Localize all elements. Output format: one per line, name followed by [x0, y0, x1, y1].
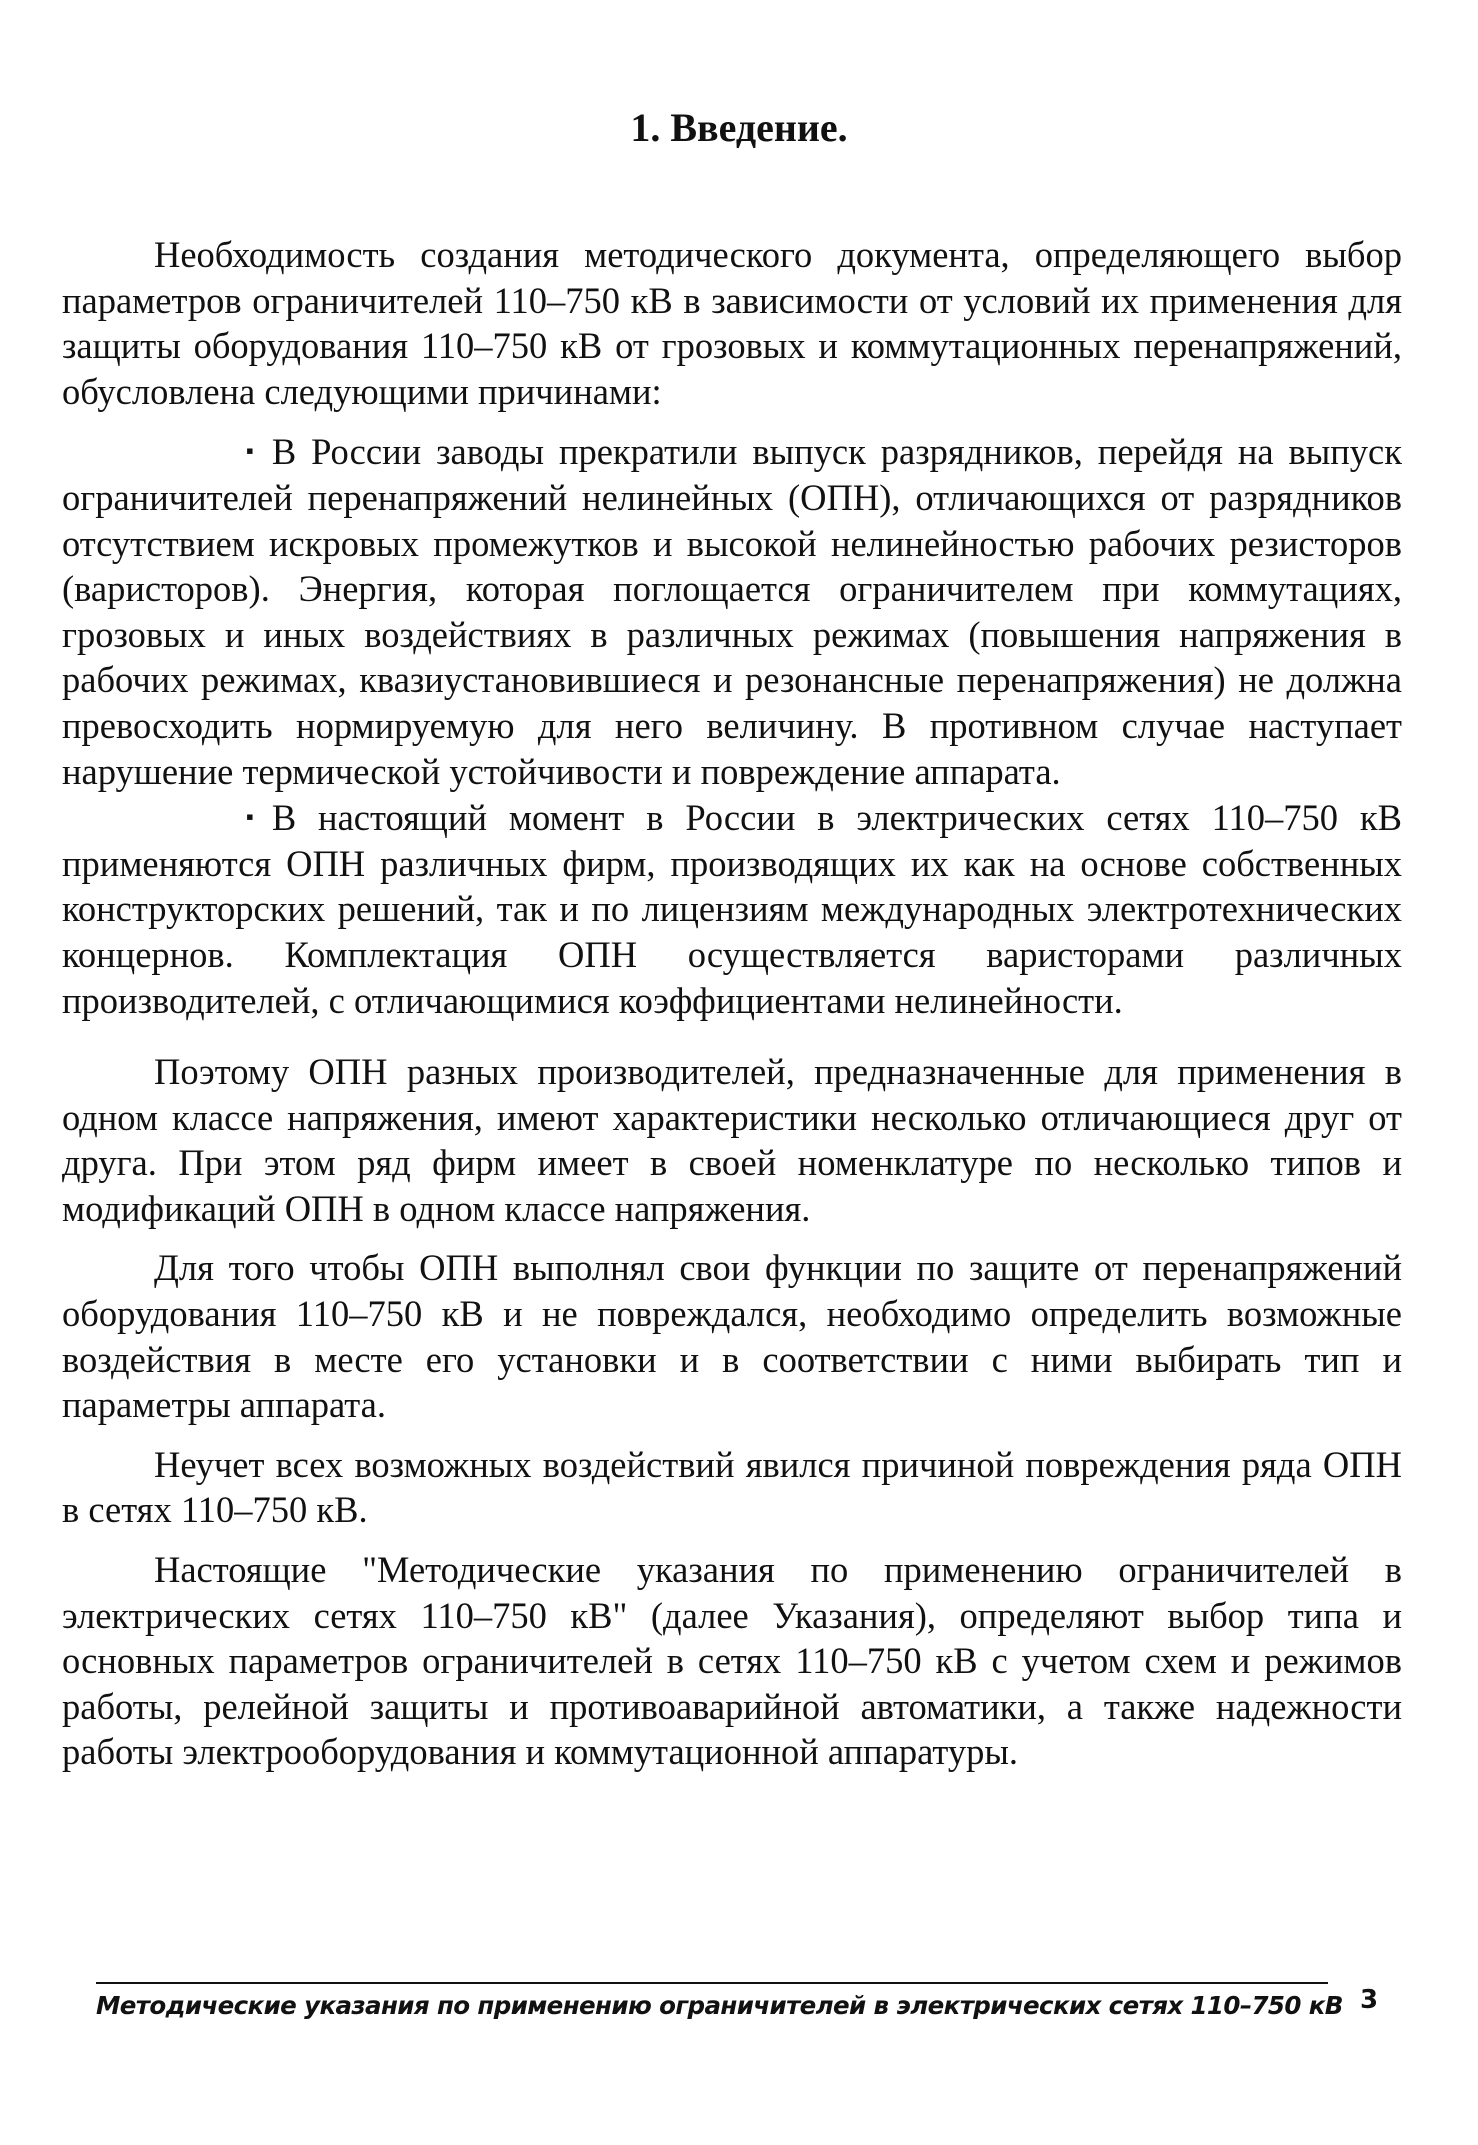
- bullet-icon: ▪: [246, 804, 254, 830]
- page-number: 3: [1360, 1985, 1379, 2015]
- footer-divider: [96, 1982, 1328, 1984]
- paragraph-neglect: Неучет всех возможных воздействий явился причиной повреждения ряда ОПН в сетях 110–750 кВ.: [62, 1443, 1402, 1531]
- bullet-icon: ▪: [246, 438, 254, 464]
- footer-running-title: Методические указания по применению ограничителей в электрических сетях 110–750 кВ: [96, 1991, 1343, 2020]
- bullet-item-2: [62, 794, 1402, 1023]
- body-text: [62, 232, 1402, 1775]
- paragraph-in-order: Для того чтобы ОПН выполнял свои функции по защите от перенапряжений оборудования 110–750 кВ и не повреждался, необходимо определить возможные воздействия в месте его установки и в соответствии с ними выбирать тип и параметры аппарата.: [62, 1247, 1402, 1426]
- paragraph-intro: Необходимость создания методического документа, определяющего выбор параметров ограничителей 110–750 кВ в зависимости от условий их применения для защиты оборудования 110–750 кВ от грозовых и коммутационных перенапряжений, обусловлена следующими причинами:: [62, 234, 1402, 412]
- paragraph-therefore: Поэтому ОПН разных производителей, предназначенные для применения в одном классе напряжения, имеют характеристики несколько отличающиеся друг от друга. При этом ряд фирм имеет в своей номенклатуре по несколько типов и модификаций ОПН в одном классе напряжения.: [62, 1051, 1402, 1229]
- bullet-item-1-text: В России заводы прекратили выпуск разрядников, перейдя на выпуск ограничителей перенапряжений нелинейных (ОПН), отличающихся от разрядников отсутствием искровых промежутков и высокой нелинейностью рабочих резисторов (варисторов). Энергия, которая поглощается ограничителем при коммутациях, грозовых и иных воздействиях в различных режимах (повышения напряжения в рабочих режимах, квазиустановившиеся и резонансные перенапряжения) не должна превосходить нормируемую для него величину. В противном случае наступает нарушение термической устойчивости и повреждение аппарата.: [62, 431, 1402, 792]
- bullet-item-2-text: В настоящий момент в России в электрических сетях 110–750 кВ применяются ОПН различных фирм, производящих их как на основе собственных конструкторских решений, так и по лицензиям международных электротехнических концернов. Комплектация ОПН осуществляется варисторами различных производителей, с отличающимися коэффициентами нелинейности.: [62, 797, 1402, 1021]
- section-title: 1. Введение.: [630, 105, 848, 150]
- paragraph-present: Настоящие "Методические указания по применению ограничителей в электрических сетях 110–750 кВ" (далее Указания), определяют выбор типа и основных параметров ограничителей в сетях 110–750 кВ с учетом схем и режимов работы, релейной защиты и противоаварийной автоматики, а также надежности работы электрооборудования и коммутационной аппаратуры.: [62, 1549, 1402, 1773]
- bullet-item-1: [62, 428, 1402, 794]
